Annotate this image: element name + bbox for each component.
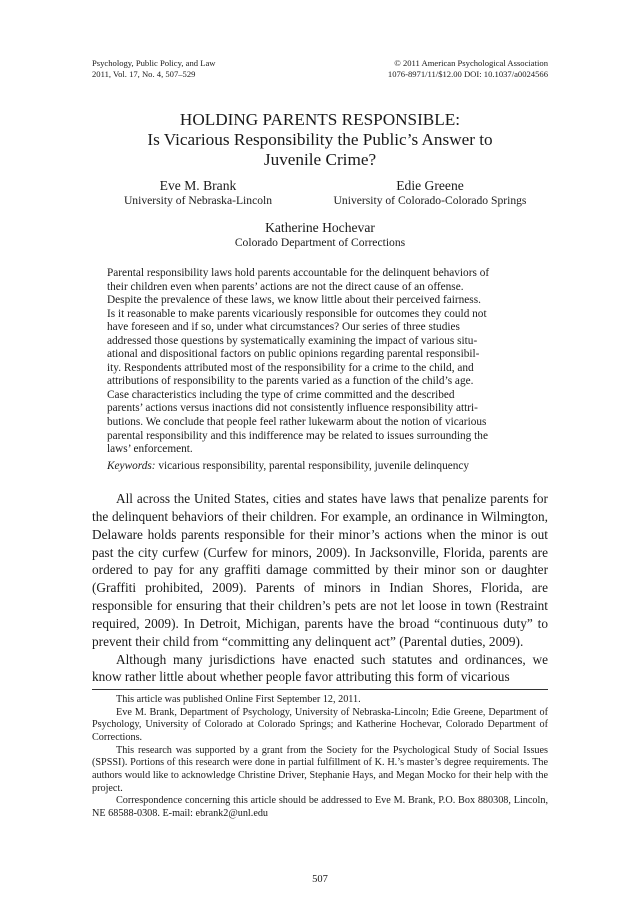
footnote-published: This article was published Online First September 12, 2011.: [116, 694, 361, 705]
abstract-line: their children even when parents’ actions are not the direct cause of an offense.: [107, 280, 464, 293]
keywords-label: Keywords:: [107, 460, 156, 472]
abstract-line: parents’ actions versus inactions did not consistently influence responsibility attri-: [107, 402, 478, 415]
abstract-line: addressed those questions by systematically examining the impact of various situ-: [107, 334, 478, 347]
abstract-line: Is it reasonable to make parents vicariously responsible for outcomes they could not: [107, 307, 487, 320]
abstract-line: have foreseen and if so, under what circumstances? Our series of three studies: [107, 321, 460, 334]
body-paragraph-1: All across the United States, cities and states have laws that penalize parents for the delinquent behaviors of their children. For example, an ordinance in Wilmington, Delaware holds parents responsible for their minor’s actions when the minor is out past the city curfew (Curfew for minors, 2009). In Jacksonville, Florida, parents are ordered to pay for any graffiti damage committed by their minor son or daughter (Graffiti prohibited, 2009). Parents of minors in Indian Shores, Florida, are responsible for ensuring that their children’s pets are not let loose in town (Restraint required, 2009). In Detroit, Michigan, parents have the broad “continuous duty” to prevent their child from “committing any delinquent act” (Parental duties, 2009).: [92, 491, 548, 649]
body-text: [92, 490, 548, 686]
footnotes: [92, 694, 548, 821]
abstract-line: Parental responsibility laws hold parents accountable for the delinquent behaviors of: [107, 267, 490, 279]
journal-volume: 2011, Vol. 17, No. 4, 507–529: [92, 68, 196, 79]
title-line-1: HOLDING PARENTS RESPONSIBLE:: [179, 110, 461, 129]
author-name: Edie Greene: [396, 178, 464, 193]
abstract-line: parental responsibility and this indifference may be related to issues surrounding the: [107, 429, 488, 442]
title-line-2: Is Vicarious Responsibility the Public’s Answer to: [147, 130, 493, 149]
body-paragraph-2: Although many jurisdictions have enacted such statutes and ordinances, we know rather little about whether people favor attributing this form of vicarious: [92, 651, 548, 685]
keywords-text: vicarious responsibility, parental responsibility, juvenile delinquency: [158, 460, 470, 472]
keywords: [107, 460, 537, 474]
doi-line: 1076-8971/11/$12.00 DOI: 10.1037/a0024566: [387, 68, 548, 79]
abstract-line: ational and dispositional factors on public opinions regarding parental responsibil-: [107, 348, 480, 361]
journal-name: Psychology, Public Policy, and Law: [92, 58, 216, 68]
footnote-affiliations: Eve M. Brank, Department of Psychology, University of Nebraska-Lincoln; Edie Greene, Department of Psychology, University of Colorado at Colorado Springs; and Katherine Hochevar, Colorado Department of Corrections.: [92, 706, 548, 743]
footnote-divider: [92, 689, 548, 690]
author-name: Eve M. Brank: [159, 178, 237, 193]
abstract-line: attributions of responsibility to the parents varied as a function of the child’s age.: [107, 375, 474, 388]
abstract-line: Despite the prevalence of these laws, we know little about their perceived fairness.: [107, 294, 481, 307]
footnote-correspondence: Correspondence concerning this article should be addressed to Eve M. Brank, P.O. Box 880308, Lincoln, NE 68588-0308. E-mail: ebrank2@unl.edu: [92, 795, 548, 819]
abstract: [107, 267, 533, 457]
journal-header: [92, 58, 215, 79]
page-number: 507: [312, 874, 328, 885]
author-affiliation: Colorado Department of Corrections: [234, 236, 406, 249]
copyright-header: [388, 58, 548, 79]
copyright-notice: © 2011 American Psychological Association: [394, 58, 548, 68]
abstract-line: ity. Respondents attributed most of the responsibility for a crime to the child, and: [107, 361, 474, 374]
author-affiliation: University of Colorado-Colorado Springs: [333, 194, 527, 207]
abstract-line: Case characteristics including the type of crime committed and the described: [107, 388, 455, 401]
abstract-line: butions. We conclude that people feel rather lukewarm about the notion of vicarious: [107, 416, 487, 429]
author-name: Katherine Hochevar: [265, 220, 375, 235]
author-2: [300, 178, 560, 207]
article-title: [92, 110, 548, 170]
title-line-3: Juvenile Crime?: [263, 150, 377, 169]
author-3: [92, 220, 548, 249]
abstract-line: laws’ enforcement.: [107, 443, 193, 456]
author-1: [92, 178, 304, 207]
footnote-support: This research was supported by a grant from the Society for the Psychological Study of Social Issues (SPSSI). Portions of this research were done in partial fulfillment of K. H.’s master’s degree requirements. The authors would like to acknowledge Christine Driver, Stephanie Hays, and Megan Mocko for their help with the project.: [92, 744, 548, 794]
author-affiliation: University of Nebraska-Lincoln: [123, 194, 273, 207]
